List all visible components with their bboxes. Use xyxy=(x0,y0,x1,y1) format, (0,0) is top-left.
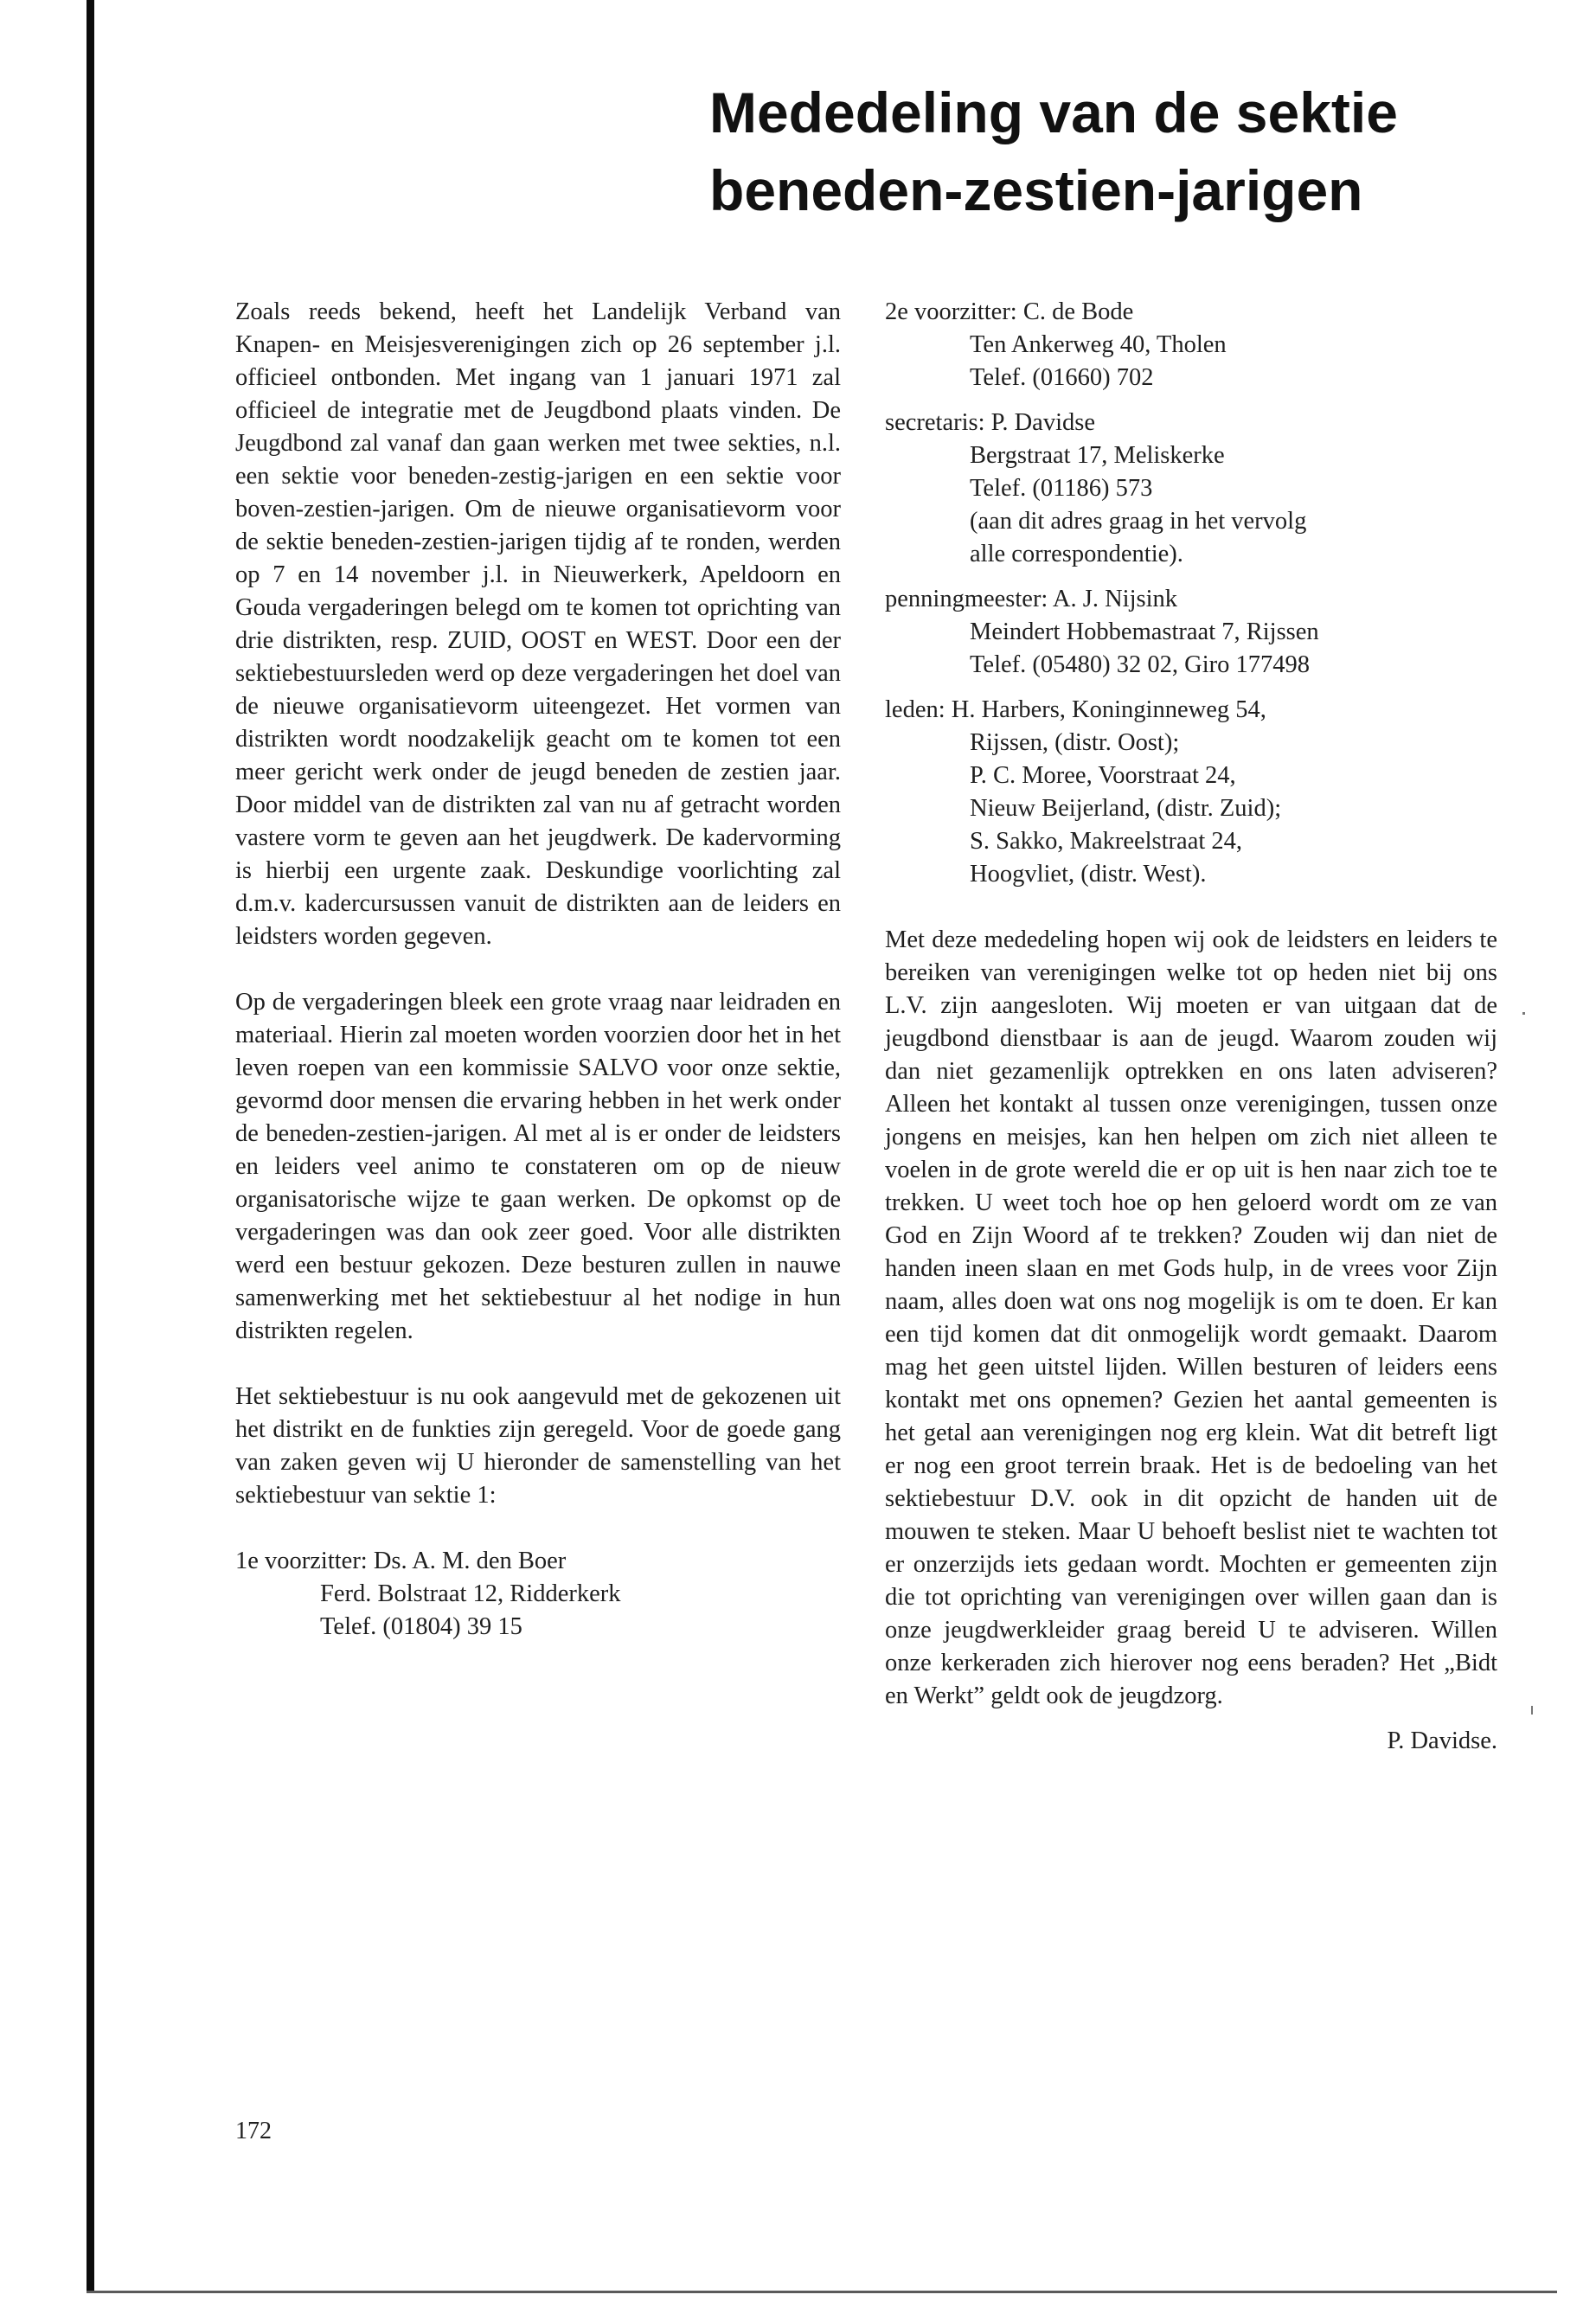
board-role: 1e voorzitter: Ds. A. M. den Boer xyxy=(235,1548,567,1574)
right-column xyxy=(885,296,1497,1758)
board-note: alle correspondentie). xyxy=(970,541,1183,567)
left-column xyxy=(235,296,841,1644)
board-role: leden: H. Harbers, Koninginneweg 54, xyxy=(885,696,1266,723)
board-note: (aan dit adres graag in het vervolg xyxy=(970,508,1307,535)
scan-speck xyxy=(1522,1012,1525,1015)
board-entry-treasurer xyxy=(885,583,1497,682)
board-role: secretaris: P. Davidse xyxy=(885,409,1095,436)
board-address: Bergstraat 17, Meliskerke xyxy=(970,442,1225,469)
board-phone: Telef. (01186) 573 xyxy=(970,475,1153,502)
board-phone: Telef. (01660) 702 xyxy=(970,364,1154,391)
board-role: 2e voorzitter: C. de Bode xyxy=(885,298,1134,325)
scan-speck xyxy=(1531,1706,1533,1715)
page-number: 172 xyxy=(235,2118,272,2144)
signature: P. Davidse. xyxy=(1387,1727,1497,1754)
board-member-line: Hoogvliet, (distr. West). xyxy=(970,861,1207,888)
board-member-line: Rijssen, (distr. Oost); xyxy=(970,729,1180,756)
board-address: Ferd. Bolstraat 12, Ridderkerk xyxy=(320,1580,621,1607)
paragraph-intro: Zoals reeds bekend, heeft het Landelijk Verband van Knapen- en Meisjesverenigingen zich op 26 september j.l. officieel ontbonden. Met ingang van 1 januari 1971 zal officieel de integratie met de Jeugdbond plaats vinden. De Jeugdbond zal vanaf dan gaan werken met twee sekties, n.l. een sektie voor beneden-zestig-jarigen en een sektie voor boven-zestien-jarigen. Om de nieuwe organisatievorm voor de sektie beneden-zestien-jarigen tijdig af te ronden, werden op 7 en 14 november j.l. in Nieuwerkerk, Apeldoorn en Gouda vergaderingen belegd om te komen tot oprichting van drie distrikten, resp. ZUID, OOST en WEST. Door een der sektiebestuursleden werd op deze vergaderingen het doel van de nieuwe organisatievorm uiteengezet. Het vormen van distrikten wordt noodzakelijk geacht om te komen tot een meer gericht werk onder de jeugd beneden de zestien jaar. Door middel van de distrikten zal van nu af getracht worden vastere vorm te geven aan het jeugdwerk. De kadervorming is hierbij een urgente zaak. Deskundige voorlichting zal d.m.v. kadercursussen vanuit de distrikten aan de leiders en leidsters worden gegeven. xyxy=(235,298,841,950)
title-line-1: Mededeling van de sektie xyxy=(709,80,1398,144)
page-bottom-edge xyxy=(87,2291,1557,2293)
paragraph-appeal: Met deze mededeling hopen wij ook de leidsters en leiders te bereiken van verenigingen welke tot op heden niet bij ons L.V. zijn aangesloten. Wij moeten er van uitgaan dat de jeugdbond dienstbaar is aan de jeugd. Waarom zouden wij dan niet gezamenlijk optrekken en ons laten adviseren? Alleen het kontakt al tussen onze verenigingen, tussen onze jongens en meisjes, kan hen helpen om zich niet alleen te voelen in de grote wereld die er op uit is hen naar zich toe te trekken. U weet toch hoe op hen geloerd wordt om ze van God en Zijn Woord af te trekken? Zouden wij dan niet de handen ineen slaan en met Gods hulp, in de vrees voor Zijn naam, alles doen wat ons nog mogelijk is om te doen. Er kan een tijd komen dat dit onmogelijk wordt gemaakt. Daarom mag het geen uitstel lijden. Willen besturen of leiders eens kontakt met ons opnemen? Gezien het aantal gemeenten is het getal aan verenigingen nog erg klein. Wat dit betreft ligt er nog een groot terrein braak. Het is de bedoeling van het sektiebestuur D.V. ook in dit opzicht de handen uit de mouwen te steken. Maar U behoeft beslist niet te wachten tot er onzerzijds iets gedaan wordt. Mochten er gemeenten zijn die tot oprichting van verenigingen over willen gaan dan is onze jeugdwerkleider graag bereid U te adviseren. Willen onze kerkeraden zich hierover nog eens beraden? Het „Bidt en Werkt” geldt ook de jeugdzorg. xyxy=(885,926,1497,1709)
board-phone: Telef. (01804) 39 15 xyxy=(320,1613,522,1640)
title-line-2: beneden-zestien-jarigen xyxy=(709,158,1363,222)
board-address: Ten Ankerweg 40, Tholen xyxy=(970,331,1227,358)
paragraph-meetings: Op de vergaderingen bleek een grote vraag naar leidraden en materiaal. Hierin zal moeten worden voorzien door het in het leven roepen van een kommissie SALVO voor onze sektie, gevormd door mensen die ervaring hebben in het werk onder de beneden-zestien-jarigen. Al met al is er onder de leidsters en leiders veel animo te constateren om op de nieuw organisatorische wijze te gaan werken. De opkomst op de vergaderingen was dan ook zeer goed. Voor alle distrikten werd een bestuur gekozen. Deze besturen zullen in nauwe samenwerking met het sektiebestuur al het nodige in hun distrikten regelen. xyxy=(235,989,841,1344)
board-entry-chair1 xyxy=(235,1545,841,1644)
board-member-line: P. C. Moree, Voorstraat 24, xyxy=(970,762,1236,789)
board-member-line: S. Sakko, Makreelstraat 24, xyxy=(970,828,1243,855)
article-title xyxy=(709,74,1557,229)
board-entry-members xyxy=(885,694,1497,891)
board-phone: Telef. (05480) 32 02, Giro 177498 xyxy=(970,651,1310,678)
board-member-line: Nieuw Beijerland, (distr. Zuid); xyxy=(970,795,1282,822)
binding-edge xyxy=(87,0,94,2292)
board-role: penningmeester: A. J. Nijsink xyxy=(885,586,1178,612)
board-entry-chair2 xyxy=(885,296,1497,394)
board-address: Meindert Hobbemastraat 7, Rijssen xyxy=(970,619,1319,645)
board-entry-secretary xyxy=(885,407,1497,571)
paragraph-board: Het sektiebestuur is nu ook aangevuld met de gekozenen uit het distrikt en de funkties zijn geregeld. Voor de goede gang van zaken geven wij U hieronder de samenstelling van het sektiebestuur van sektie 1: xyxy=(235,1383,841,1509)
